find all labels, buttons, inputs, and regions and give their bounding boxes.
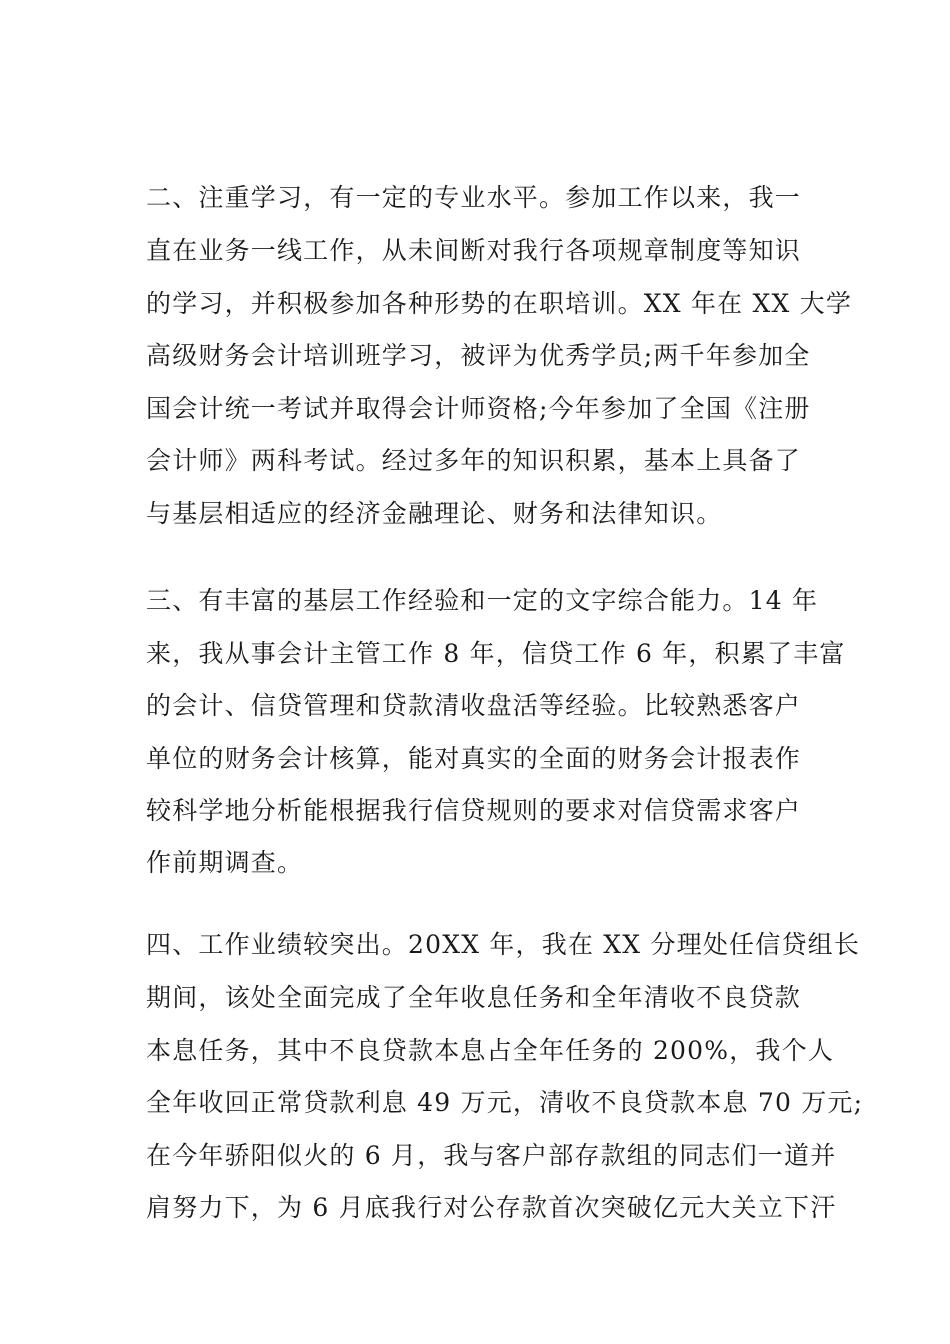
text-line: 高级财务会计培训班学习，被评为优秀学员;两千年参加全: [146, 341, 811, 370]
text-line: 直在业务一线工作，从未间断对我行各项规章制度等知识: [146, 236, 802, 265]
text-line: 的学习，并积极参加各种形势的在职培训。XX 年在 XX 大学: [146, 289, 853, 318]
text-line: 的会计、信贷管理和贷款清收盘活等经验。比较熟悉客户: [146, 691, 802, 720]
text-line: 与基层相适应的经济金融理论、财务和法律知识。: [146, 499, 723, 528]
text-line: 肩努力下，为 6 月底我行对公存款首次突破亿元大关立下汗: [146, 1193, 837, 1222]
text-line: 来，我从事会计主管工作 8 年，信贷工作 6 年，积累了丰富: [146, 639, 846, 668]
text-line: 三、有丰富的基层工作经验和一定的文字综合能力。14 年: [146, 586, 819, 615]
text-line: 较科学地分析能根据我行信贷规则的要求对信贷需求客户: [146, 796, 802, 825]
text-line: 二、注重学习，有一定的专业水平。参加工作以来，我一: [146, 183, 802, 212]
text-line: 国会计统一考试并取得会计师资格;今年参加了全国《注册: [146, 394, 811, 423]
text-line: 本息任务，其中不良贷款本息占全年任务的 200%，我个人: [146, 1036, 835, 1065]
text-line: 作前期调查。: [146, 848, 304, 877]
text-line: 全年收回正常贷款利息 49 万元，清收不良贷款本息 70 万元;: [146, 1088, 864, 1117]
text-line: 四、工作业绩较突出。20XX 年，我在 XX 分理处任信贷组长: [146, 930, 861, 959]
text-line: 在今年骄阳似火的 6 月，我与客户部存款组的同志们一道并: [146, 1141, 837, 1170]
text-line: 单位的财务会计核算，能对真实的全面的财务会计报表作: [146, 744, 802, 773]
text-line: 期间，该处全面完成了全年收息任务和全年清收不良贷款: [146, 983, 802, 1012]
text-line: 会计师》两科考试。经过多年的知识积累，基本上具备了: [146, 446, 802, 475]
